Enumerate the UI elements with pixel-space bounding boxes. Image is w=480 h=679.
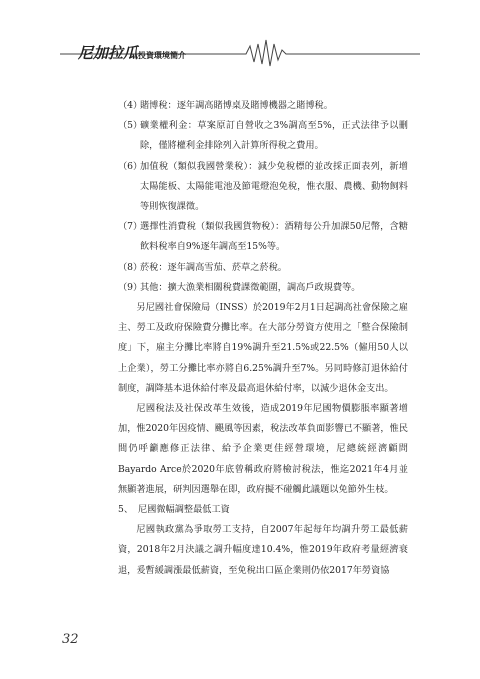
list-item [118, 96, 408, 116]
list-item [118, 217, 408, 257]
list-item-text: 選擇性消費稅（類似我國貨物稅）：酒精每公升加課50尼幣，含糖飲料稅率自9%逐年調高至15%等。 [140, 221, 408, 253]
list-item-text: 其他：擴大漁業相關稅費課徵範圍，調高戶政規費等。 [140, 281, 361, 293]
list-item-number: （4） [118, 100, 143, 111]
list-item-text: 賭博稅：逐年調高賭博桌及賭博機器之賭博稅。 [140, 100, 333, 111]
list-item-number: （7） [118, 221, 143, 233]
header-decoration [0, 0, 480, 70]
list-item-number: （9） [118, 281, 143, 293]
header-title [78, 42, 186, 63]
section-number: 5、 [118, 504, 134, 516]
list-item [118, 116, 408, 156]
paragraph-social-insurance: 另尼國社會保險局（INSS）於2019年2月1日起調高社會保險之雇主、勞工及政府保險費分攤比率。在大部分勞資方使用之「整合保險制度」下，雇主分攤比率將自19%調升至21.5%或22.5%（僱用50人以上企業），勞工分攤比率亦將自6.25%調升至7%。另同時修訂退休給付制度，調降基本退休給付率及最高退休給付率，以減少退休金支出。 [118, 302, 408, 394]
list-item [118, 258, 408, 278]
page-header [0, 0, 480, 70]
section-heading [118, 500, 408, 520]
body-text [118, 96, 408, 581]
list-item [118, 278, 408, 298]
paragraph-minimum-wage: 尼國執政黨為爭取勞工支持，自2007年起每年均調升勞工最低薪資，2018年2月決議之調升幅度達10.4%，惟2019年政府考量經濟衰退，爰暫緩調漲最低薪資，至免稅出口區企業則仍依2017年勞資協 [118, 524, 408, 576]
list-item-number: （5） [118, 120, 143, 132]
paragraph-tax-reform-impact: 尼國稅法及社保改革生效後，造成2019年尼國物價膨脹率顯著增加，惟2020年因疫情、颶風等因素，稅法改革負面影響已不顯著，惟民間仍呼籲應修正法律、給予企業更佳經營環境，尼總統經濟顧問Bayardo Arce於2020年底曾稱政府將檢討稅法，惟迄2021年4月並無顯著進展，研判因選舉在即，政府擬不碰觸此議題以免節外生枝。 [118, 403, 408, 495]
list-item-text: 礦業權利金：草案原訂自營收之3%調高至5%，正式法律予以刪除，僅將權利金排除列入計算所得稅之費用。 [140, 120, 408, 152]
list-item-number: （6） [118, 160, 143, 172]
page-number: 32 [62, 632, 79, 647]
list-item-number: （8） [118, 261, 143, 273]
section-title: 尼國微幅調整最低工資 [138, 504, 230, 516]
list-item-text: 加值稅（類似我國營業稅）：減少免稅標的並改採正面表列，新增太陽能板、太陽能電池及節電燈泡免稅，惟衣服、農機、動物飼料等則恢復課徵。 [140, 160, 408, 213]
header-title-country: 尼加拉瓜 [78, 44, 139, 62]
list-item-text: 菸稅：逐年調高雪茄、菸草之菸稅。 [140, 261, 287, 273]
list-item [118, 157, 408, 218]
header-title-subtitle: 投資環境簡介 [138, 51, 187, 60]
